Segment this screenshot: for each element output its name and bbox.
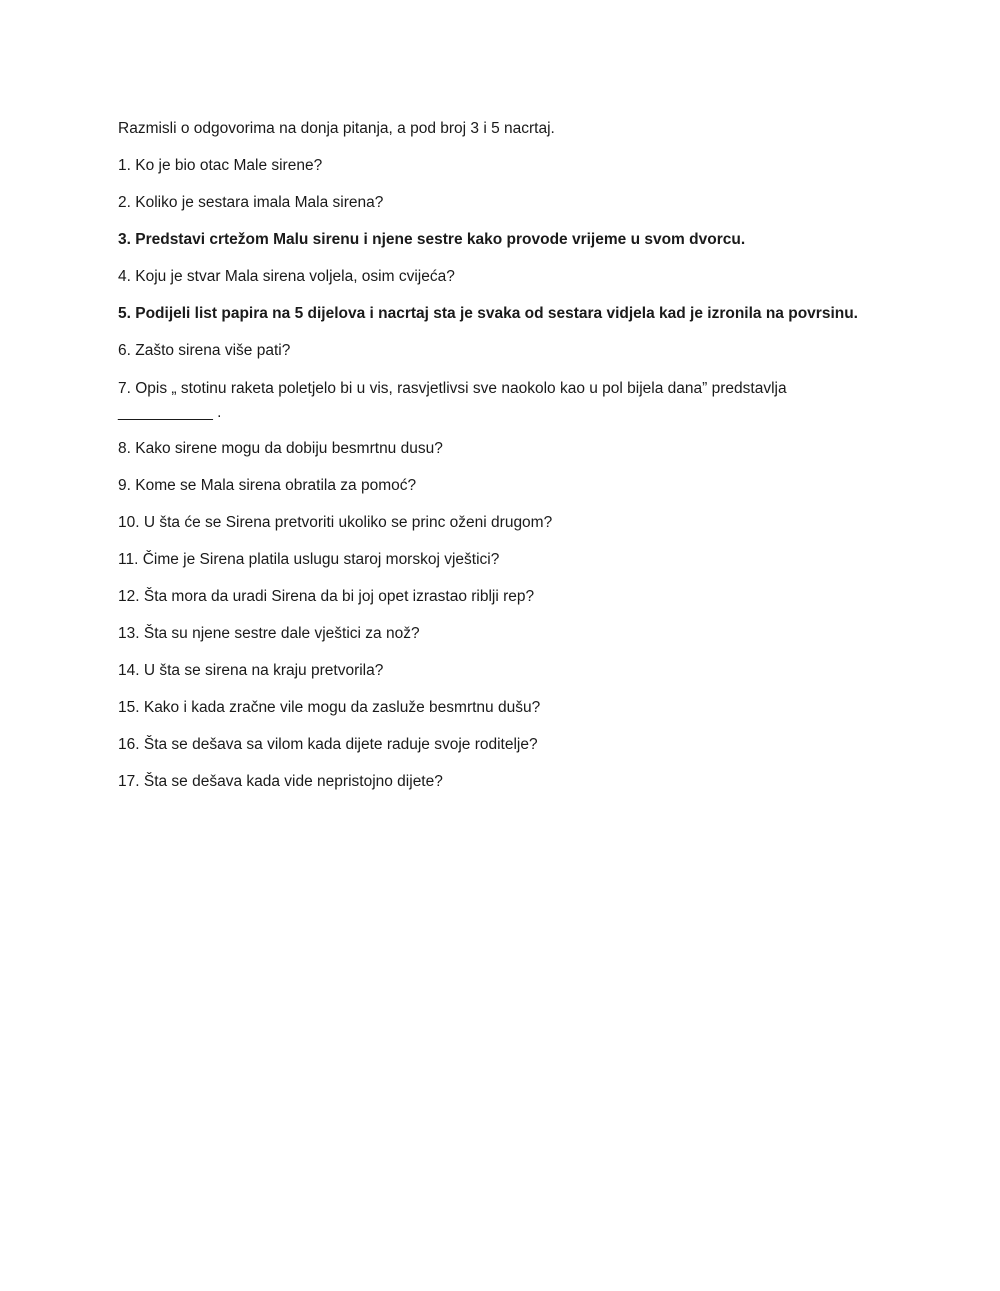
question-5: 5. Podijeli list papira na 5 dijelova i nacrtaj sta je svaka od sestara vidjela kad je izronila na povrsinu. bbox=[118, 305, 858, 322]
question-1: 1. Ko je bio otac Male sirene? bbox=[118, 157, 323, 174]
question-4: 4. Koju je stvar Mala sirena voljela, osim cvijeća? bbox=[118, 268, 455, 285]
question-12: 12. Šta mora da uradi Sirena da bi joj opet izrastao riblji rep? bbox=[118, 588, 535, 605]
question-9: 9. Kome se Mala sirena obratila za pomoć? bbox=[118, 477, 417, 494]
question-13: 13. Šta su njene sestre dale vještici za nož? bbox=[118, 625, 420, 642]
question-14: 14. U šta se sirena na kraju pretvorila? bbox=[118, 662, 384, 679]
question-7 bbox=[118, 377, 898, 425]
document-content bbox=[118, 118, 898, 808]
question-15: 15. Kako i kada zračne vile mogu da zasluže besmrtnu dušu? bbox=[118, 699, 541, 716]
question-17: 17. Šta se dešava kada vide nepristojno dijete? bbox=[118, 773, 443, 790]
question-7-text: 7. Opis „ stotinu raketa poletjelo bi u vis, rasvjetlivsi sve naokolo kao u pol bijela dana” predstavlja bbox=[118, 380, 787, 397]
question-3: 3. Predstavi crtežom Malu sirenu i njene sestre kako provode vrijeme u svom dvorcu. bbox=[118, 231, 746, 248]
question-6: 6. Zašto sirena više pati? bbox=[118, 342, 291, 359]
question-2: 2. Koliko je sestara imala Mala sirena? bbox=[118, 194, 384, 211]
answer-blank: ___________ . bbox=[118, 404, 222, 421]
question-11: 11. Čime je Sirena platila uslugu staroj morskoj vještici? bbox=[118, 551, 500, 568]
question-8: 8. Kako sirene mogu da dobiju besmrtnu dusu? bbox=[118, 440, 443, 457]
question-10: 10. U šta će se Sirena pretvoriti ukoliko se princ oženi drugom? bbox=[118, 514, 553, 531]
question-16: 16. Šta se dešava sa vilom kada dijete raduje svoje roditelje? bbox=[118, 736, 538, 753]
intro-text: Razmisli o odgovorima na donja pitanja, a pod broj 3 i 5 nacrtaj. bbox=[118, 120, 555, 137]
